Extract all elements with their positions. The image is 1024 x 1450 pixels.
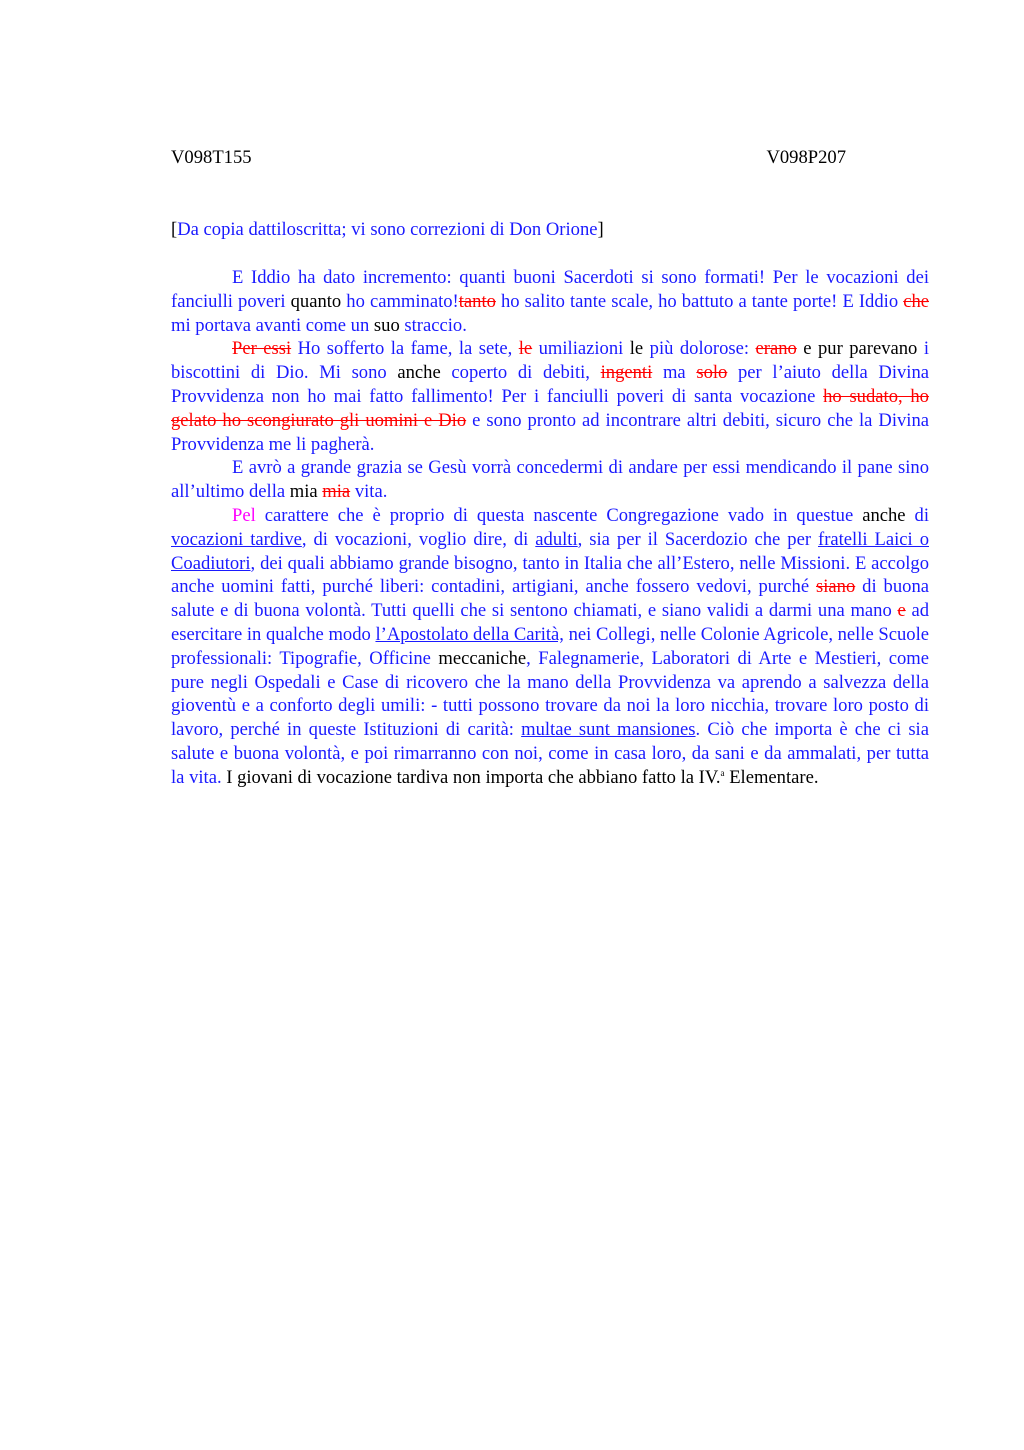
text-run: , dei quali abbiamo grande bisogno, tanto in Italia che all’Estero, nelle Missioni. E accolgo anche uomini fatti, purché liberi: contadini, artigiani, anche fossero vedovi, purché bbox=[171, 552, 929, 598]
text-run: , sia per il Sacerdozio che per bbox=[577, 528, 818, 550]
original-text-run: suo bbox=[373, 314, 405, 336]
text-run: mi portava avanti come un bbox=[171, 314, 374, 336]
text-run: i biscottini di Dio. Mi sono bbox=[171, 338, 929, 384]
text-run: ho camminato! bbox=[346, 290, 459, 312]
text-run: . Ciò che importa è che ci sia salute e buona volontà, e poi rimarranno con noi, come in casa loro, da sani e da ammalati, per tutta la vita. bbox=[171, 719, 929, 788]
paragraph-3 bbox=[171, 456, 929, 504]
original-text-run: I giovani di vocazione tardiva non importa che abbiano fatto la IV. bbox=[226, 766, 721, 788]
deleted-text-run: erano bbox=[755, 338, 797, 360]
deleted-text-run: Per essi bbox=[232, 338, 292, 360]
deleted-text-run: tanto bbox=[458, 290, 496, 312]
deleted-text-run: ho sudato, ho gelato ho scongiurato gli uomini e Dio bbox=[171, 385, 929, 431]
text-run: per l’aiuto della Divina Provvidenza non ho mai fatto fallimento! Per i fanciulli poveri di santa vocazione bbox=[171, 362, 930, 407]
paragraph-2 bbox=[171, 337, 929, 456]
text-run: straccio. bbox=[404, 314, 467, 336]
deleted-text-run: solo bbox=[696, 362, 728, 384]
text-run: Ho sofferto la fame, la sete, bbox=[291, 338, 519, 360]
underlined-text-run: adulti bbox=[535, 528, 578, 550]
original-text-run: mia bbox=[289, 481, 323, 503]
header-left-code: V098T155 bbox=[171, 147, 252, 168]
underlined-text-run: multae sunt mansiones bbox=[521, 719, 696, 741]
text-run: e sono pronto ad incontrare altri debiti, sicuro che la Divina Provvidenza me li pagherà. bbox=[171, 409, 929, 455]
deleted-text-run: e bbox=[897, 600, 906, 622]
letter-body bbox=[171, 266, 929, 790]
note-open-bracket: [ bbox=[171, 219, 178, 240]
note-text: Da copia dattiloscritta; vi sono correzioni di Don Orione bbox=[177, 219, 598, 240]
text-run: vita. bbox=[350, 481, 388, 503]
deleted-text-run: siano bbox=[816, 576, 856, 598]
text-run: nei Collegi, nelle Colonie Agricole, nelle Scuole professionali: Tipografie, Officine bbox=[171, 623, 930, 669]
original-text-run: le bbox=[629, 338, 650, 360]
underlined-text-run: fratelli Laici o Coadiutori bbox=[171, 528, 929, 574]
original-text-run: Elementare. bbox=[724, 766, 819, 788]
original-text-run: meccaniche bbox=[438, 647, 527, 669]
note-close-bracket: ] bbox=[597, 219, 604, 240]
highlighted-text-run: Pel bbox=[232, 504, 256, 526]
header-right-code: V098P207 bbox=[766, 147, 846, 168]
original-text-run: quanto bbox=[290, 290, 347, 312]
text-run: , Falegnamerie, Laboratori di Arte e Mestieri, come pure negli Ospedali e Case di ricovero che la mano della Provvidenza va aprendo a salvezza della gioventù e a conforto degli umili: - tutti possono trovare da noi la loro nicchia, trovare loro posto di lavoro, perché in queste Istituzioni di carità: bbox=[171, 647, 929, 741]
text-run: più dolorose: bbox=[649, 338, 756, 360]
underlined-text-run: vocazioni tardive bbox=[171, 528, 302, 550]
paragraph-1 bbox=[171, 266, 929, 337]
original-text-run: anche bbox=[862, 504, 915, 526]
text-run: , di vocazioni, voglio dire, di bbox=[301, 528, 536, 550]
text-run: ho salito tante scale, ho battuto a tante porte! E Iddio bbox=[495, 290, 904, 312]
superscript-text-run: a bbox=[720, 767, 725, 778]
page-header bbox=[171, 146, 846, 170]
text-run: umiliazioni bbox=[532, 338, 630, 360]
editorial-note bbox=[171, 218, 931, 242]
text-run: ad esercitare in qualche modo bbox=[171, 600, 929, 645]
original-text-run: anche bbox=[397, 362, 452, 384]
text-run: E Iddio ha dato incremento: quanti buoni Sacerdoti si sono formati! Per le vocazioni dei fanciulli poveri bbox=[171, 267, 929, 312]
deleted-text-run: mia bbox=[322, 481, 351, 503]
text-run: ma bbox=[652, 362, 697, 384]
text-run: coperto di debiti, bbox=[451, 362, 601, 384]
text-run: carattere che è proprio di questa nascente Congregazione vado in questue bbox=[255, 504, 863, 526]
text-run: di bbox=[914, 504, 929, 526]
deleted-text-run: le bbox=[518, 338, 533, 360]
underlined-text-run: l’Apostolato della Carità, bbox=[375, 623, 564, 645]
deleted-text-run: che bbox=[903, 290, 929, 312]
text-run: di buona salute e di buona volontà. Tutti quelli che si sentono chiamati, e siano validi a darmi una mano bbox=[171, 576, 929, 622]
original-text-run: e pur parevano bbox=[796, 338, 924, 360]
paragraph-4 bbox=[171, 504, 929, 790]
deleted-text-run: ingenti bbox=[600, 362, 653, 384]
text-run: E avrò a grande grazia se Gesù vorrà concedermi di andare per essi mendicando il pane sino all’ultimo della bbox=[171, 457, 929, 503]
